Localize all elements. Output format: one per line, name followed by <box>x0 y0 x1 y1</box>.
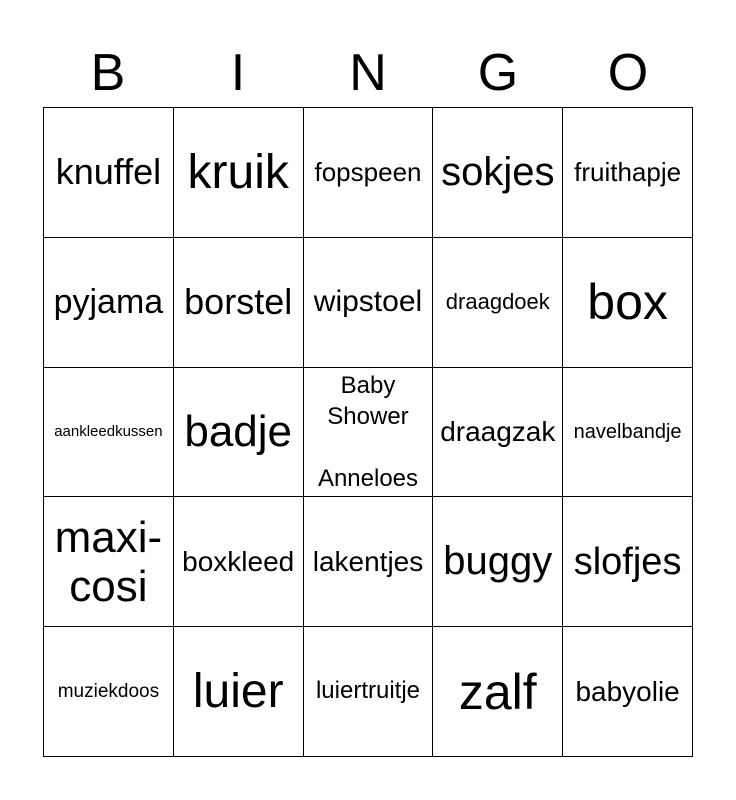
bingo-cell-label: maxi-cosi <box>54 512 163 611</box>
bingo-cell-label: box <box>587 274 668 331</box>
bingo-header <box>43 40 693 106</box>
bingo-cell[interactable] <box>563 108 693 238</box>
header-letter-n: N <box>349 44 387 102</box>
bingo-cell-label: zalf <box>458 663 537 720</box>
bingo-cell[interactable] <box>563 627 693 757</box>
free-cell-line: Baby <box>340 371 396 399</box>
bingo-cell-label: badje <box>184 407 293 457</box>
bingo-cell-label: muziekdoos <box>57 680 160 702</box>
header-letter-o: O <box>607 44 649 102</box>
bingo-cell[interactable] <box>304 238 434 368</box>
bingo-cell-label: navelbandje <box>573 420 682 443</box>
bingo-cell[interactable] <box>304 497 434 627</box>
bingo-cell[interactable] <box>433 238 563 368</box>
bingo-cell[interactable] <box>433 627 563 757</box>
free-cell-line: Anneloes <box>317 464 419 492</box>
bingo-cell-label: sokjes <box>441 150 555 194</box>
bingo-cell[interactable] <box>44 627 174 757</box>
bingo-cell-label: aankleedkussen <box>54 422 163 440</box>
bingo-cell-label: slofjes <box>573 540 682 583</box>
bingo-cell[interactable] <box>433 368 563 498</box>
bingo-cell[interactable] <box>563 368 693 498</box>
bingo-cell-label: draagdoek <box>445 288 550 314</box>
bingo-cell[interactable] <box>174 497 304 627</box>
free-cell-line: Shower <box>327 402 409 430</box>
bingo-cell-label: knuffel <box>55 151 162 193</box>
bingo-cell[interactable] <box>563 238 693 368</box>
bingo-cell-label: draagzak <box>440 416 556 448</box>
bingo-cell-label: fruithapje <box>574 156 682 187</box>
bingo-free-cell[interactable] <box>304 368 434 498</box>
bingo-cell-label: luiertruitje <box>315 677 421 705</box>
bingo-cell-label: buggy <box>443 539 553 584</box>
bingo-cell-label: lakentjes <box>312 546 424 578</box>
bingo-cell[interactable] <box>433 497 563 627</box>
bingo-cell-label: wipstoel <box>313 285 423 319</box>
bingo-card-grid <box>43 107 693 757</box>
bingo-cell[interactable] <box>174 108 304 238</box>
bingo-cell[interactable] <box>174 627 304 757</box>
bingo-cell-label: fopspeen <box>314 156 422 187</box>
bingo-cell-label: boxkleed <box>182 546 295 578</box>
bingo-cell-label: babyolie <box>575 675 680 707</box>
bingo-cell-label: borstel <box>184 281 293 323</box>
bingo-cell[interactable] <box>304 108 434 238</box>
bingo-cell[interactable] <box>174 368 304 498</box>
bingo-cell[interactable] <box>44 108 174 238</box>
bingo-cell[interactable] <box>44 238 174 368</box>
bingo-cell[interactable] <box>563 497 693 627</box>
bingo-cell[interactable] <box>174 238 304 368</box>
header-letter-i: I <box>230 44 246 102</box>
bingo-cell-label: luier <box>192 664 284 718</box>
bingo-cell[interactable] <box>304 627 434 757</box>
bingo-cell-label: kruik <box>187 145 289 199</box>
bingo-cell-label: pyjama <box>53 283 164 322</box>
header-letter-b: B <box>90 44 126 102</box>
header-letter-g: G <box>477 44 519 102</box>
bingo-cell[interactable] <box>44 368 174 498</box>
bingo-cell[interactable] <box>44 497 174 627</box>
bingo-cell[interactable] <box>433 108 563 238</box>
